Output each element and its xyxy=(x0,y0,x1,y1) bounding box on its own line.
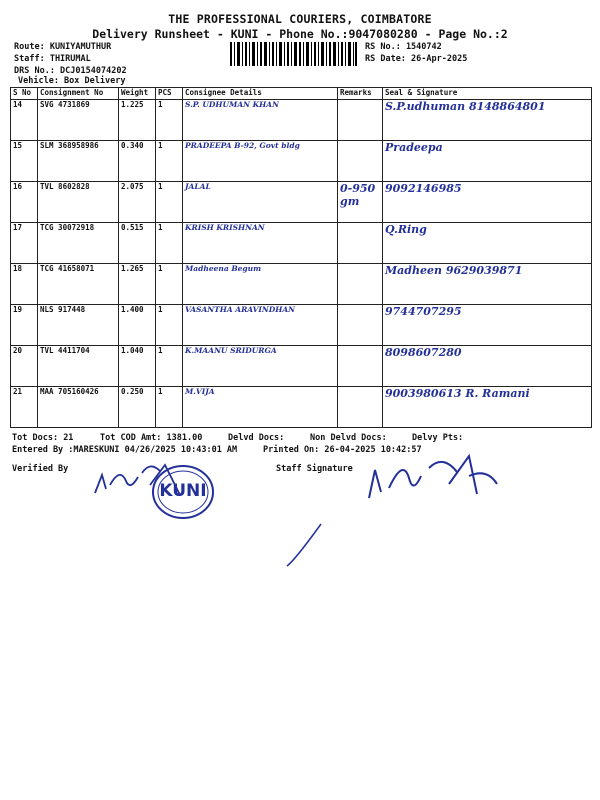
row-sno: 18 xyxy=(11,264,38,305)
row-seal-signature: 9744707295 xyxy=(383,305,592,346)
row-pcs: 1 xyxy=(156,264,183,305)
row-consignment-no: SLM 368958986 xyxy=(38,141,119,182)
row-remarks: 0-950 gm xyxy=(338,182,383,223)
row-sno: 20 xyxy=(11,346,38,387)
row-sno: 21 xyxy=(11,387,38,428)
row-sno: 15 xyxy=(11,141,38,182)
table-header-row xyxy=(11,88,592,100)
row-pcs: 1 xyxy=(156,141,183,182)
row-consignee: M.VIJA xyxy=(183,387,338,428)
row-consignee: Madheena Begum xyxy=(183,264,338,305)
page-title: THE PROFESSIONAL COURIERS, COIMBATORE xyxy=(168,12,432,26)
row-consignee: S.P. UDHUMAN KHAN xyxy=(183,100,338,141)
row-seal-signature: Pradeepa xyxy=(383,141,592,182)
row-remarks xyxy=(338,305,383,346)
route-label: Route: KUNIYAMUTHUR xyxy=(14,42,112,52)
col-pcs: PCS xyxy=(156,88,183,100)
row-remarks xyxy=(338,346,383,387)
row-consignee: K.MAANU SRIDURGA xyxy=(183,346,338,387)
table-row xyxy=(11,141,592,182)
row-consignee: PRADEEPA B-92, Govt bldg xyxy=(183,141,338,182)
col-sno: S No xyxy=(11,88,38,100)
row-weight: 1.040 xyxy=(119,346,156,387)
vehicle-label: Vehicle: Box Delivery xyxy=(18,76,126,86)
staff-signature-label: Staff Signature xyxy=(276,464,353,474)
row-weight: 2.075 xyxy=(119,182,156,223)
row-seal-signature: 9092146985 xyxy=(383,182,592,223)
printed-on: Printed On: 26-04-2025 10:42:57 xyxy=(263,445,422,455)
drs-label: DRS No.: DCJ0154074202 xyxy=(14,66,127,76)
row-pcs: 1 xyxy=(156,182,183,223)
col-consignment: Consignment No xyxy=(38,88,119,100)
row-seal-signature: Madheen 9629039871 xyxy=(383,264,592,305)
row-pcs: 1 xyxy=(156,387,183,428)
row-pcs: 1 xyxy=(156,346,183,387)
rs-date-label: RS Date: 26-Apr-2025 xyxy=(365,54,468,64)
tot-cod-label: Tot COD Amt: xyxy=(100,433,162,443)
table-row xyxy=(11,387,592,428)
col-weight: Weight xyxy=(119,88,156,100)
row-sno: 17 xyxy=(11,223,38,264)
row-remarks xyxy=(338,223,383,264)
row-sno: 16 xyxy=(11,182,38,223)
row-weight: 0.340 xyxy=(119,141,156,182)
row-consignment-no: MAA 705160426 xyxy=(38,387,119,428)
table-row xyxy=(11,264,592,305)
tot-docs-label: Tot Docs: xyxy=(12,433,59,443)
row-seal-signature: S.P.udhuman 8148864801 xyxy=(383,100,592,141)
row-sno: 19 xyxy=(11,305,38,346)
row-pcs: 1 xyxy=(156,100,183,141)
table-row xyxy=(11,305,592,346)
row-seal-signature: 8098607280 xyxy=(383,346,592,387)
staff-label: Staff: THIRUMAL xyxy=(14,54,91,64)
tot-cod-value: 1381.00 xyxy=(166,433,203,443)
row-consignment-no: TVL 8602828 xyxy=(38,182,119,223)
row-seal-signature: Q.Ring xyxy=(383,223,592,264)
row-remarks xyxy=(338,141,383,182)
row-consignment-no: TVL 4411704 xyxy=(38,346,119,387)
entered-by: Entered By :MARESKUNI 04/26/2025 10:43:01 AM xyxy=(12,445,238,455)
row-weight: 1.225 xyxy=(119,100,156,141)
non-delvd-docs-label: Non Delvd Docs: xyxy=(310,433,387,443)
delvy-pts-label: Delvy Pts: xyxy=(412,433,464,443)
runsheet-table xyxy=(10,87,592,428)
page-subtitle: Delivery Runsheet - KUNI - Phone No.:9047080280 - Page No.:2 xyxy=(92,27,508,41)
rs-no-label: RS No.: 1540742 xyxy=(365,42,442,52)
pen-mark-icon xyxy=(285,520,325,570)
col-remarks: Remarks xyxy=(338,88,383,100)
barcode-icon xyxy=(230,42,357,66)
table-row xyxy=(11,100,592,141)
row-weight: 1.265 xyxy=(119,264,156,305)
row-weight: 1.400 xyxy=(119,305,156,346)
table-row xyxy=(11,182,592,223)
row-consignment-no: SVG 4731869 xyxy=(38,100,119,141)
row-consignment-no: TCG 30072918 xyxy=(38,223,119,264)
verified-by-label: Verified By xyxy=(12,464,69,474)
row-consignee: JALAL xyxy=(183,182,338,223)
row-remarks xyxy=(338,387,383,428)
tot-docs-value: 21 xyxy=(63,433,74,443)
row-pcs: 1 xyxy=(156,223,183,264)
col-seal: Seal & Signature xyxy=(383,88,592,100)
row-consignee: VASANTHA ARAVINDHAN xyxy=(183,305,338,346)
row-seal-signature: 9003980613 R. Ramani xyxy=(383,387,592,428)
row-remarks xyxy=(338,100,383,141)
row-consignment-no: TCG 41658071 xyxy=(38,264,119,305)
delvd-docs-label: Delvd Docs: xyxy=(228,433,285,443)
row-consignment-no: NLS 917448 xyxy=(38,305,119,346)
row-consignee: KRISH KRISHNAN xyxy=(183,223,338,264)
col-consignee: Consignee Details xyxy=(183,88,338,100)
stamp-text: KUNI xyxy=(159,481,207,501)
table-row xyxy=(11,346,592,387)
row-remarks xyxy=(338,264,383,305)
row-sno: 14 xyxy=(11,100,38,141)
table-row xyxy=(11,223,592,264)
staff-signature-icon xyxy=(365,448,505,518)
row-weight: 0.250 xyxy=(119,387,156,428)
row-weight: 0.515 xyxy=(119,223,156,264)
row-pcs: 1 xyxy=(156,305,183,346)
